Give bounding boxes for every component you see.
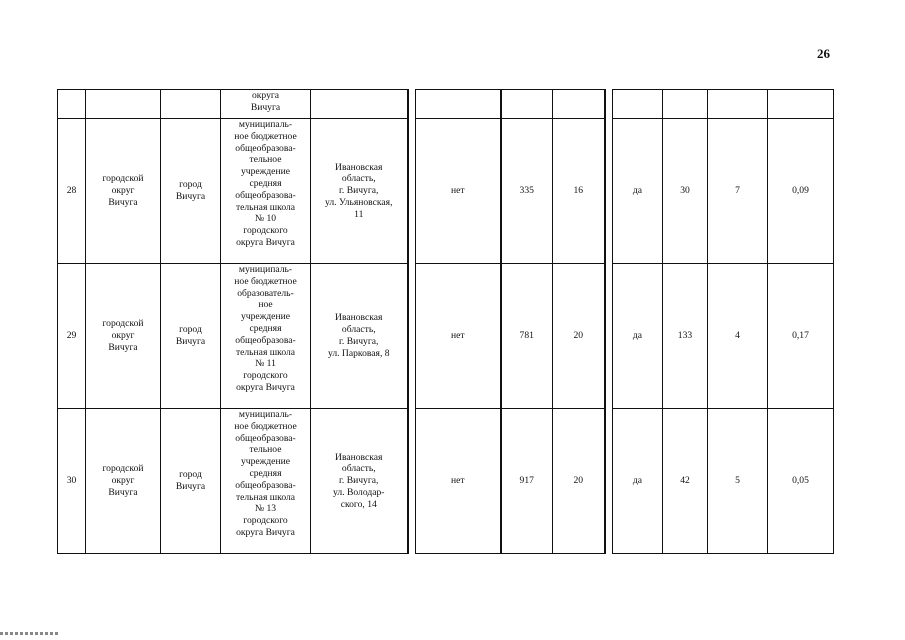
- district-cell: [86, 119, 161, 264]
- scan-edge-mark: [0, 632, 60, 635]
- institution-line: тельная школа: [235, 346, 296, 358]
- institution-line: ное: [258, 299, 273, 311]
- district-cell: [86, 264, 161, 409]
- answer1-cell: нет: [416, 119, 501, 264]
- answer1-cell: нет: [416, 264, 501, 409]
- institution-line: общеобразова-: [235, 432, 296, 444]
- address-line: Ивановская: [335, 312, 383, 324]
- value3-cell: 30: [663, 119, 708, 264]
- district-line: Вичуга: [108, 341, 138, 353]
- column-gap: [408, 90, 416, 119]
- value5-cell: 0,05: [768, 409, 834, 554]
- cont-answer2-cell: [613, 90, 663, 119]
- cont-institution-line: округа: [251, 90, 280, 101]
- address-line: область,: [341, 324, 376, 336]
- address-line: г. Вичуга,: [339, 336, 379, 347]
- institution-line: общеобразова-: [235, 334, 296, 346]
- institution-line: № 10: [254, 213, 277, 225]
- institution-line: учреждение: [241, 456, 290, 468]
- institution-line: тельное: [249, 444, 282, 456]
- address-line: ул. Парковая, 8: [327, 347, 390, 359]
- institution-line: общеобразова-: [235, 479, 296, 491]
- institution-line: муниципаль-: [238, 409, 293, 420]
- value2-cell: 16: [553, 119, 605, 264]
- institution-line: округа Вичуга: [236, 526, 295, 538]
- institution-line: образователь-: [237, 287, 294, 299]
- continuation-row: [58, 90, 834, 119]
- institution-line: средняя: [249, 467, 282, 479]
- value1-cell: 335: [501, 119, 553, 264]
- column-gap: [605, 409, 613, 554]
- cont-answer1-cell: [416, 90, 501, 119]
- district-line: Вичуга: [108, 196, 138, 208]
- cont-institution-cell: [221, 90, 311, 119]
- value3-cell: 133: [663, 264, 708, 409]
- institution-line: тельная школа: [235, 491, 296, 503]
- cont-value1-cell: [501, 90, 553, 119]
- locality-line: Вичуга: [175, 191, 206, 202]
- institution-cell: [221, 264, 311, 409]
- institution-line: тельное: [249, 154, 282, 166]
- value4-cell: 7: [708, 119, 768, 264]
- column-gap: [408, 119, 416, 264]
- locality-line: Вичуга: [175, 481, 206, 492]
- locality-line: город: [179, 179, 202, 191]
- answer2-cell: да: [613, 264, 663, 409]
- district-line: округ: [111, 475, 135, 487]
- institution-line: муниципаль-: [238, 119, 293, 130]
- institution-cell: [221, 119, 311, 264]
- institution-line: городского: [243, 370, 288, 382]
- address-line: Ивановская: [335, 161, 383, 173]
- column-gap: [605, 264, 613, 409]
- column-gap: [605, 119, 613, 264]
- institution-line: № 11: [255, 358, 276, 370]
- column-gap: [408, 409, 416, 554]
- address-cell: [311, 119, 408, 264]
- address-cell: [311, 264, 408, 409]
- address-line: 11: [354, 208, 364, 220]
- table-row: [58, 409, 834, 554]
- district-line: городской: [102, 463, 144, 475]
- address-line: Ивановская: [335, 451, 383, 463]
- district-cell: [86, 409, 161, 554]
- institution-line: городского: [243, 225, 288, 237]
- institution-line: средняя: [249, 322, 282, 334]
- institution-line: ное бюджетное: [234, 130, 297, 142]
- value1-cell: 917: [501, 409, 553, 554]
- value4-cell: 5: [708, 409, 768, 554]
- cont-value3-cell: [663, 90, 708, 119]
- value4-cell: 4: [708, 264, 768, 409]
- answer2-cell: да: [613, 409, 663, 554]
- row-number: 28: [58, 119, 86, 264]
- value5-cell: 0,17: [768, 264, 834, 409]
- table-row: [58, 264, 834, 409]
- cont-locality-cell: [161, 90, 221, 119]
- value2-cell: 20: [553, 409, 605, 554]
- institution-line: ное бюджетное: [234, 275, 297, 287]
- answer2-cell: да: [613, 119, 663, 264]
- column-gap: [408, 264, 416, 409]
- institution-line: городского: [243, 515, 288, 527]
- institution-line: округа Вичуга: [236, 236, 295, 248]
- cont-value5-cell: [768, 90, 834, 119]
- district-line: городской: [102, 173, 144, 185]
- page-number: 26: [817, 46, 830, 61]
- address-line: ул. Ульяновская,: [325, 196, 393, 208]
- cont-district-cell: [86, 90, 161, 119]
- institution-cell: [221, 409, 311, 554]
- locality-cell: [161, 264, 221, 409]
- institution-line: муниципаль-: [238, 264, 293, 275]
- cont-num-cell: [58, 90, 86, 119]
- address-line: ул. Володар-: [333, 486, 385, 498]
- address-line: ского, 14: [340, 498, 377, 510]
- institution-line: учреждение: [241, 166, 290, 178]
- value3-cell: 42: [663, 409, 708, 554]
- row-number: 30: [58, 409, 86, 554]
- locality-line: город: [179, 324, 202, 336]
- address-cell: [311, 409, 408, 554]
- institution-line: средняя: [249, 177, 282, 189]
- cont-value4-cell: [708, 90, 768, 119]
- column-gap: [605, 90, 613, 119]
- table-row: [58, 119, 834, 264]
- locality-cell: [161, 119, 221, 264]
- address-line: область,: [341, 463, 376, 475]
- cont-institution-line: Вичуга: [250, 101, 281, 113]
- value1-cell: 781: [501, 264, 553, 409]
- institution-line: округа Вичуга: [236, 381, 295, 393]
- row-number: 29: [58, 264, 86, 409]
- value2-cell: 20: [553, 264, 605, 409]
- cont-value2-cell: [553, 90, 605, 119]
- district-line: городской: [102, 318, 144, 330]
- district-line: округ: [111, 330, 135, 342]
- schools-table: [57, 89, 834, 554]
- value5-cell: 0,09: [768, 119, 834, 264]
- institution-line: ное бюджетное: [234, 420, 297, 432]
- address-line: область,: [341, 173, 376, 185]
- address-line: г. Вичуга,: [339, 185, 379, 197]
- institution-line: тельная школа: [235, 201, 296, 213]
- institution-line: учреждение: [241, 311, 290, 323]
- address-line: г. Вичуга,: [339, 475, 379, 487]
- district-line: округ: [111, 185, 135, 197]
- institution-line: № 13: [254, 503, 277, 515]
- institution-line: общеобразова-: [235, 142, 296, 154]
- locality-cell: [161, 409, 221, 554]
- district-line: Вичуга: [108, 486, 138, 498]
- locality-line: Вичуга: [175, 336, 206, 347]
- institution-line: общеобразова-: [235, 189, 296, 201]
- locality-line: город: [179, 469, 202, 481]
- answer1-cell: нет: [416, 409, 501, 554]
- cont-address-cell: [311, 90, 408, 119]
